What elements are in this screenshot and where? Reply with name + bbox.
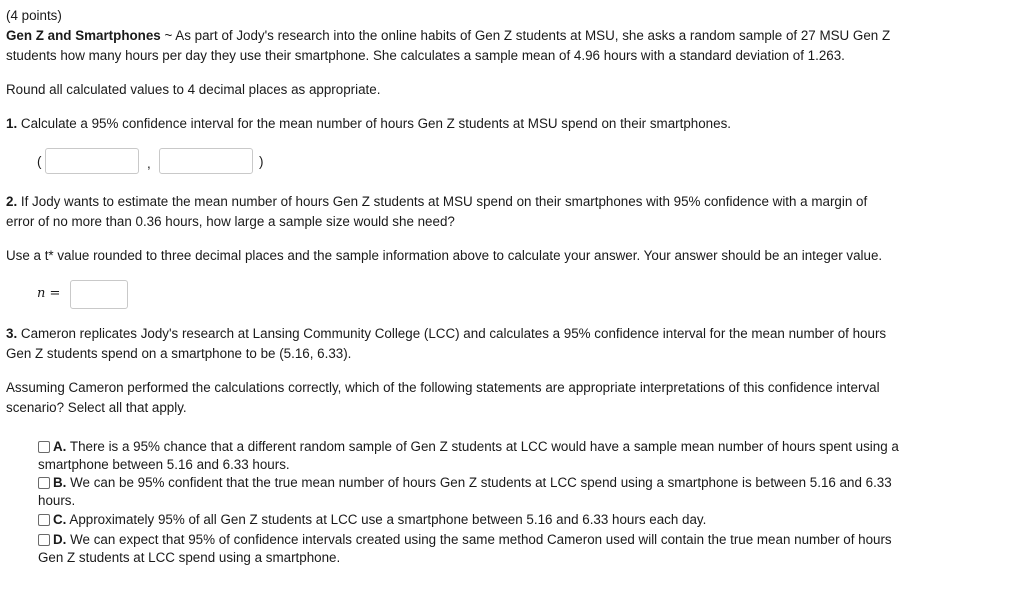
option-b-text-1: We can be 95% confident that the true mean number of hours Gen Z students at LCC spend using a smartphone is between 5.16 and 6.33 [66, 475, 892, 490]
rounding-note: Round all calculated values to 4 decimal places as appropriate. [6, 82, 381, 97]
problem-title: Gen Z and Smartphones [6, 28, 161, 43]
points-label: (4 points) [6, 8, 62, 23]
option-d-checkbox[interactable] [38, 534, 50, 546]
option-d-line-1 [53, 531, 892, 549]
ci-lower-input[interactable] [45, 148, 139, 174]
option-c-text-1: Approximately 95% of all Gen Z students at LCC use a smartphone between 5.16 and 6.33 hours each day. [66, 512, 707, 527]
option-a-line-1 [53, 438, 899, 456]
option-b-line-1 [53, 474, 892, 492]
interval-comma: , [147, 156, 151, 171]
question-3-number: 3. [6, 326, 18, 341]
question-3-line-1 [6, 324, 886, 344]
sample-size-label: n = [37, 286, 61, 301]
intro-line-1 [6, 26, 890, 46]
option-b-checkbox[interactable] [38, 477, 50, 489]
option-a-letter: A. [53, 439, 67, 454]
intro-line-2: students how many hours per day they use their smartphone. She calculates a sample mean of 4.96 hours with a standard deviation of 1.263. [6, 48, 845, 63]
question-1-number: 1. [6, 116, 18, 131]
question-2-text-1: If Jody wants to estimate the mean number of hours Gen Z students at MSU spend on their smartphones with 95% confidence with a margin of [17, 194, 868, 209]
question-3-line-2: Gen Z students spend on a smartphone to be (5.16, 6.33). [6, 346, 352, 361]
interval-close-paren: ) [259, 154, 264, 169]
option-a-line-2: smartphone between 5.16 and 6.33 hours. [38, 457, 290, 472]
option-c-line-1 [53, 511, 706, 529]
question-3-prompt-1: Assuming Cameron performed the calculations correctly, which of the following statements are appropriate interpretations of this confidence interval [6, 380, 880, 395]
title-separator: ~ [160, 28, 176, 43]
question-2-line-1 [6, 192, 867, 212]
question-3-text-1: Cameron replicates Jody's research at Lansing Community College (LCC) and calculates a 95% confidence interval for the mean number of hours [17, 326, 887, 341]
option-d-text-1: We can expect that 95% of confidence intervals created using the same method Cameron used will contain the true mean number of hours [66, 532, 892, 547]
option-b-letter: B. [53, 475, 67, 490]
sample-size-input[interactable] [70, 280, 128, 309]
option-b-line-2: hours. [38, 493, 76, 508]
question-1-text: Calculate a 95% confidence interval for the mean number of hours Gen Z students at MSU spend on their smartphones. [17, 116, 731, 131]
option-d-letter: D. [53, 532, 67, 547]
question-2-number: 2. [6, 194, 18, 209]
option-c-letter: C. [53, 512, 67, 527]
interval-open-paren: ( [37, 154, 42, 169]
option-c-checkbox[interactable] [38, 514, 50, 526]
question-2-instruction: Use a t* value rounded to three decimal places and the sample information above to calculate your answer. Your answer should be an integer value. [6, 248, 883, 263]
option-d-line-2: Gen Z students at LCC spend using a smartphone. [38, 550, 341, 565]
option-a-text-1: There is a 95% chance that a different random sample of Gen Z students at LCC would have a sample mean number of hours spent using a [66, 439, 899, 454]
option-a-checkbox[interactable] [38, 441, 50, 453]
intro-text-1: As part of Jody's research into the online habits of Gen Z students at MSU, she asks a random sample of 27 MSU Gen Z [175, 28, 891, 43]
question-2-line-2: error of no more than 0.36 hours, how large a sample size would she need? [6, 214, 455, 229]
ci-upper-input[interactable] [159, 148, 253, 174]
question-3-prompt-2: scenario? Select all that apply. [6, 400, 187, 415]
question-1 [6, 114, 731, 134]
